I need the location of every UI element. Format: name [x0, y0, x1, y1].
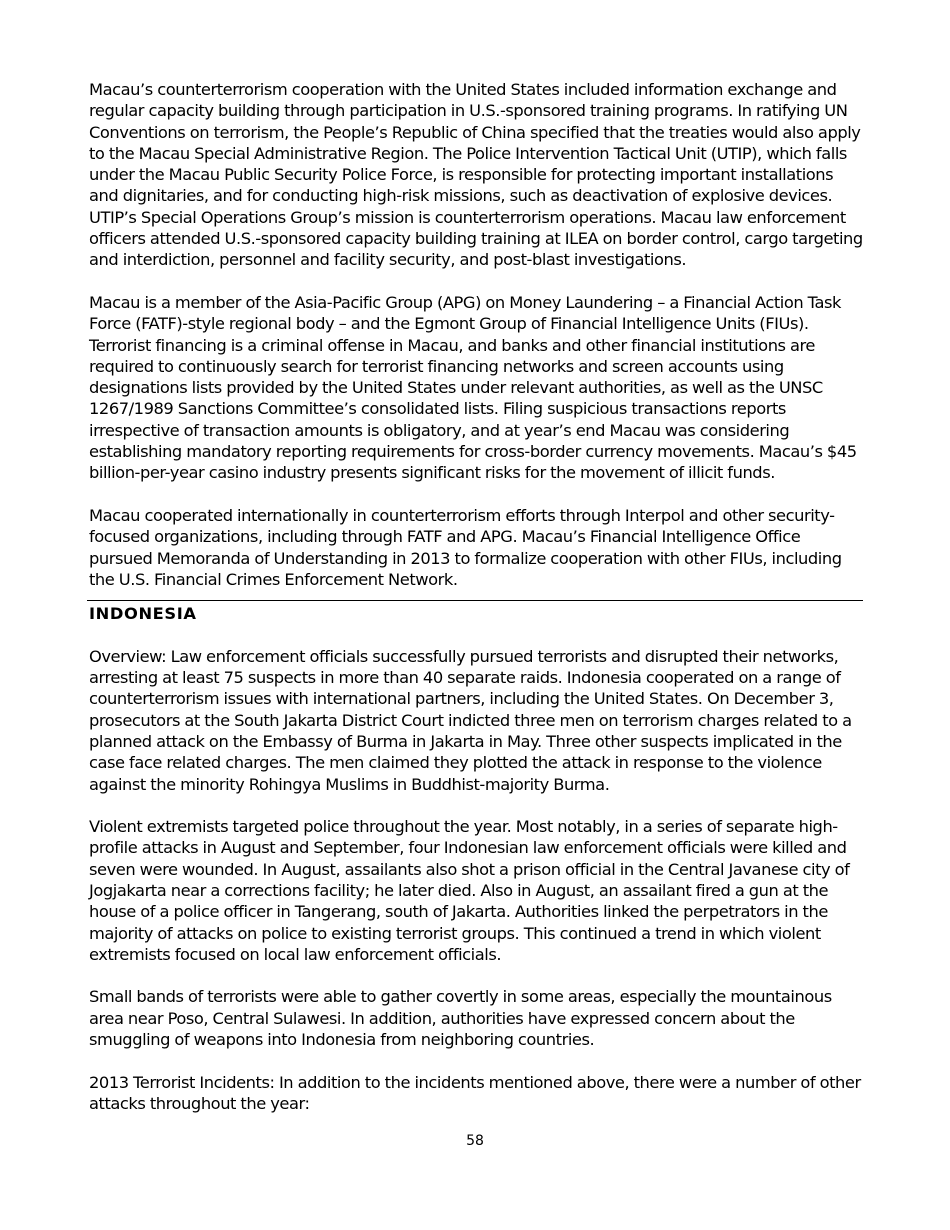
paragraph-spacer: [89, 624, 865, 645]
macau-section: [89, 79, 865, 590]
page-number: 58: [466, 1133, 484, 1149]
macau-paragraph-financing: Macau is a member of the Asia-Pacific Group (APG) on Money Laundering – a Financial Action Task Force (FATF)-style regional body – and the Egmont Group of Financial Intelligence Units (FIUs). Terrorist financing is a criminal offense in Macau, and banks and other financial institutions are required to continuously search for terrorist financing networks and screen accounts using designations lists provided by the United States under relevant authorities, as well as the UNSC 1267/1989 Sanctions Committee’s consolidated lists. Filing suspicious transactions reports irrespective of transaction amounts is obligatory, and at year’s end Macau was considering establishing mandatory reporting requirements for cross-border currency movements. Macau’s $45 billion-per-year casino industry presents significant risks for the movement of illicit funds.: [89, 292, 857, 483]
paragraph-spacer: [89, 965, 865, 986]
indonesia-paragraph-overview: Overview: Law enforcement officials successfully pursued terrorists and disrupted their networks, arresting at least 75 suspects in more than 40 separate raids. Indonesia cooperated on a range of counterterrorism issues with international partners, including the United States. On December 3, prosecutors at the South Jakarta District Court indicted three men on terrorism charges related to a planned attack on the Embassy of Burma in Jakarta in May. Three other suspects implicated in the case face related charges. The men claimed they plotted the attack in response to the violence against the minority Rohingya Muslims in Buddhist-majority Burma.: [89, 646, 852, 794]
indonesia-paragraph-terrorist-bands: Small bands of terrorists were able to gather covertly in some areas, especially the mountainous area near Poso, Central Sulawesi. In addition, authorities have expressed concern about the smuggling of weapons into Indonesia from neighboring countries.: [89, 987, 832, 1050]
section-divider: [87, 600, 863, 601]
paragraph-spacer: [89, 271, 865, 292]
paragraph-spacer: [89, 484, 865, 505]
macau-paragraph-international: Macau cooperated internationally in counterterrorism efforts through Interpol and other security-focused organizations, including through FATF and APG. Macau’s Financial Intelligence Office pursued Memoranda of Understanding in 2013 to formalize cooperation with other FIUs, including the U.S. Financial Crimes Enforcement Network.: [89, 505, 842, 589]
paragraph-spacer: [89, 795, 865, 816]
macau-paragraph-cooperation: Macau’s counterterrorism cooperation with the United States included information exchange and regular capacity building through participation in U.S.-sponsored training programs. In ratifying UN Conventions on terrorism, the People’s Republic of China specified that the treaties would also apply to the Macau Special Administrative Region. The Police Intervention Tactical Unit (UTIP), which falls under the Macau Public Security Police Force, is responsible for protecting important installations and dignitaries, and for conducting high-risk missions, such as deactivation of explosive devices. UTIP’s Special Operations Group’s mission is counterterrorism operations. Macau law enforcement officers attended U.S.-sponsored capacity building training at ILEA on border control, cargo targeting and interdiction, personnel and facility security, and post-blast investigations.: [89, 80, 863, 270]
document-body: [89, 79, 865, 1114]
paragraph-spacer: [89, 1050, 865, 1071]
indonesia-paragraph-incidents: 2013 Terrorist Incidents: In addition to the incidents mentioned above, there were a number of other attacks throughout the year:: [89, 1072, 861, 1113]
indonesia-paragraph-police-attacks: Violent extremists targeted police throughout the year. Most notably, in a series of separate high-profile attacks in August and September, four Indonesian law enforcement officials were killed and seven were wounded. In August, assailants also shot a prison official in the Central Javanese city of Jogjakarta near a corrections facility; he later died. Also in August, an assailant fired a gun at the house of a police officer in Tangerang, south of Jakarta. Authorities linked the perpetrators in the majority of attacks on police to existing terrorist groups. This continued a trend in which violent extremists focused on local law enforcement officials.: [89, 817, 850, 964]
indonesia-section: [89, 603, 865, 1114]
indonesia-heading: INDONESIA: [89, 604, 197, 624]
